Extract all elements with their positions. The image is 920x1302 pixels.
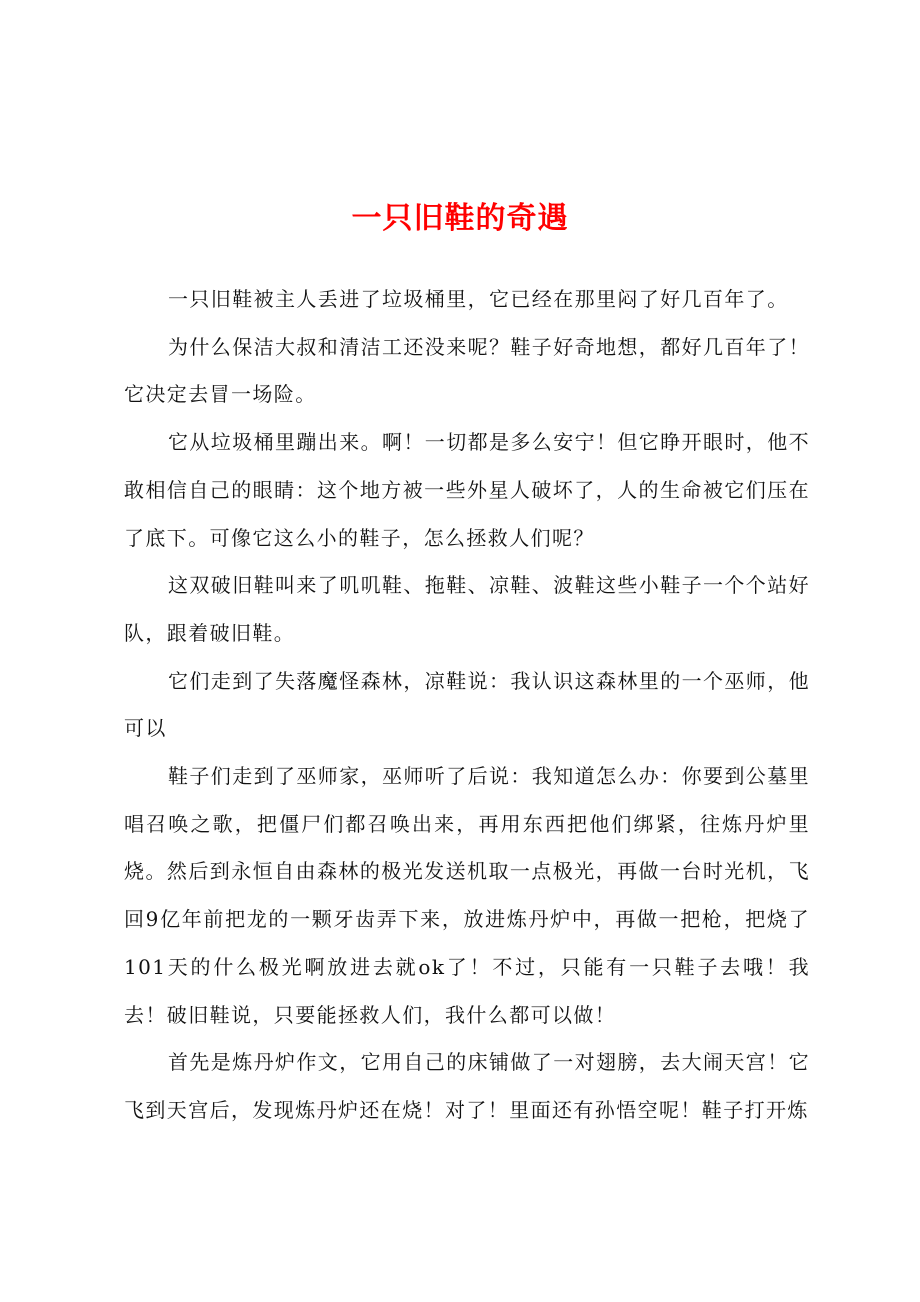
paragraph: 鞋子们走到了巫师家，巫师听了后说：我知道怎么办：你要到公墓里唱召唤之歌，把僵尸们都召唤出来，再用东西把他们绑紧，往炼丹炉里烧。然后到永恒自由森林的极光发送机取一点极光，再做一台时光机，飞回9亿年前把龙的一颗牙齿弄下来，放进炼丹炉中，再做一把枪，把烧了101天的什么极光啊放进去就ok了！不过，只能有一只鞋子去哦！我去！破旧鞋说，只要能拯救人们，我什么都可以做！ [124,764,810,1027]
paragraph: 一只旧鞋被主人丢进了垃圾桶里，它已经在那里闷了好几百年了。 [168,287,789,311]
paragraph: 它从垃圾桶里蹦出来。啊！一切都是多么安宁！但它睁开眼时，他不敢相信自己的眼睛：这个地方被一些外星人破坏了，人的生命被它们压在了底下。可像它这么小的鞋子，怎么拯救人们呢？ [124,430,810,550]
paragraph: 它们走到了失落魔怪森林，凉鞋说：我认识这森林里的一个巫师，他可以 [124,668,810,741]
paragraph: 为什么保洁大叔和清洁工还没来呢？鞋子好奇地想，都好几百年了！它决定去冒一场险。 [124,334,810,407]
document-body [124,276,810,1135]
document-title: 一只旧鞋的奇遇 [351,201,569,236]
paragraph: 这双破旧鞋叫来了叽叽鞋、拖鞋、凉鞋、波鞋这些小鞋子一个个站好队，跟着破旧鞋。 [124,573,810,645]
paragraph: 首先是炼丹炉作文，它用自己的床铺做了一对翅膀，去大闹天宫！它飞到天宫后，发现炼丹炉还在烧！对了！里面还有孙悟空呢！鞋子打开炼 [124,1050,810,1122]
